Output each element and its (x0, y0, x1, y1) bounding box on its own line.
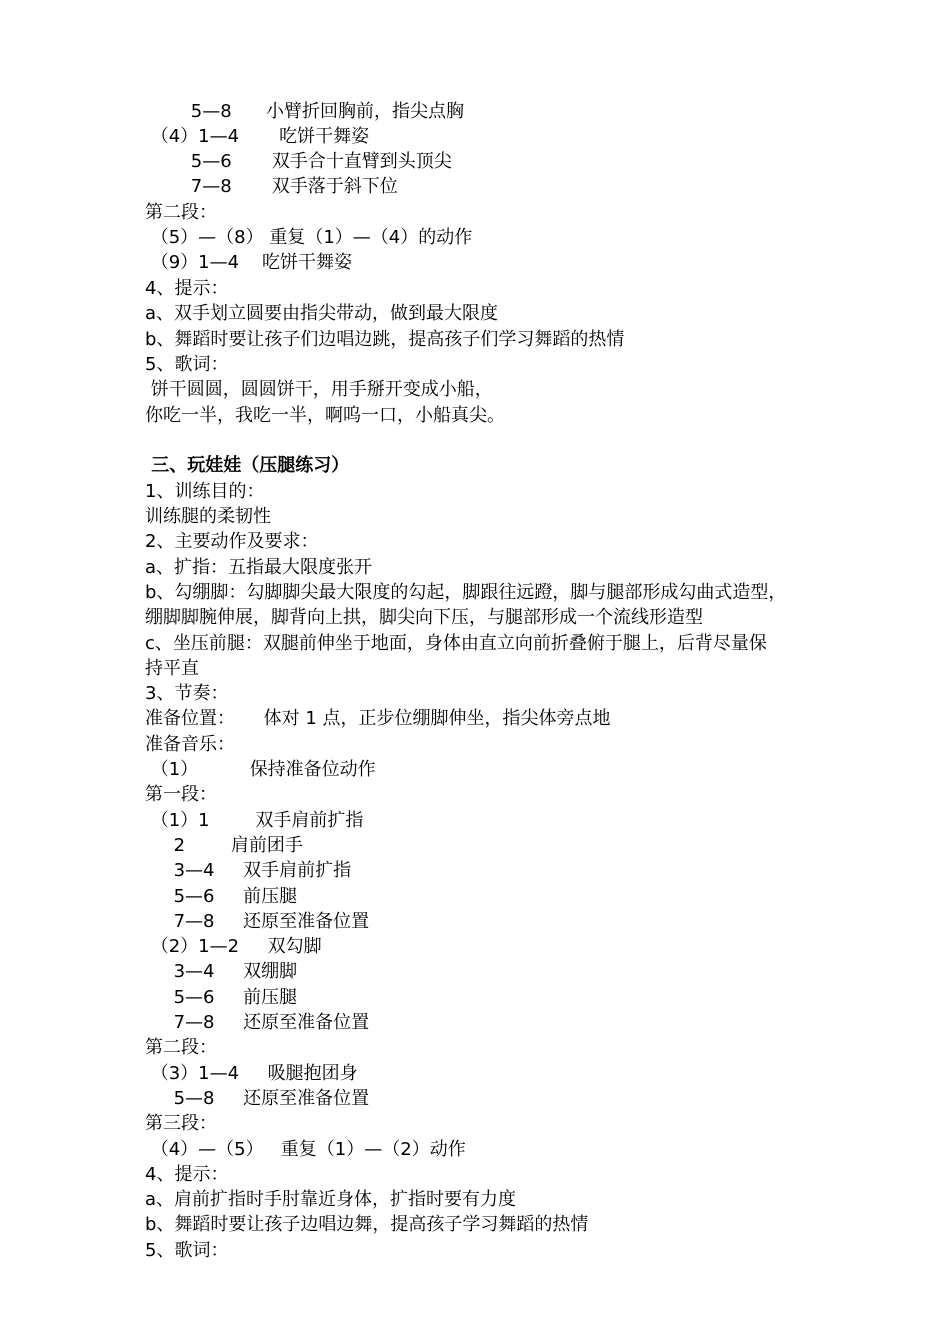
text-line: 7—8 双手落于斜下位 (145, 176, 398, 197)
text-line: 5—6 前压腿 (145, 987, 298, 1008)
text-line: 5—6 前压腿 (145, 886, 298, 907)
text-line: a、双手划立圆要由指尖带动，做到最大限度 (145, 303, 499, 324)
text-line: 准备位置： 体对 1 点，正步位绷脚伸坐，指尖体旁点地 (145, 708, 611, 729)
text-line: （3）1—4 吸腿抱团身 (145, 1063, 358, 1084)
text-line: 5—8 小臂折回胸前，指尖点胸 (145, 101, 465, 122)
text-line: （5）—（8） 重复（1）—（4）的动作 (145, 227, 473, 248)
text-line: （1） 保持准备位动作 (145, 759, 376, 780)
section-heading: 第一段： (145, 784, 217, 805)
lyrics-line: 饼干圆圆，圆圆饼干，用手掰开变成小船， (145, 379, 493, 400)
lyrics-line: 你吃一半，我吃一半，啊呜一口，小船真尖。 (145, 405, 505, 426)
section-heading: 第三段： (145, 1113, 217, 1134)
text-line: b、舞蹈时要让孩子边唱边舞，提高孩子学习舞蹈的热情 (145, 1214, 589, 1235)
text-line: a、扩指：五指最大限度张开 (145, 557, 373, 578)
subheading: 2、主要动作及要求： (145, 531, 319, 552)
text-line: 绷脚脚腕伸展，脚背向上拱，脚尖向下压，与腿部形成一个流线形造型 (145, 607, 703, 628)
text-line: 持平直 (145, 658, 199, 679)
text-line: （4）1—4 吃饼干舞姿 (145, 126, 370, 147)
text-line: 5—6 双手合十直臂到头顶尖 (145, 151, 452, 172)
chapter-title: 三、玩娃娃（压腿练习） (145, 455, 350, 476)
text-line: 5—8 还原至准备位置 (145, 1088, 370, 1109)
subheading: 3、节奏： (145, 683, 229, 704)
text-line: b、勾绷脚：勾脚脚尖最大限度的勾起，脚跟往远蹬，脚与腿部形成勾曲式造型， (145, 582, 787, 603)
text-line: 训练腿的柔韧性 (145, 506, 271, 527)
text-line: （9）1—4 吃饼干舞姿 (145, 252, 352, 273)
section-heading: 第二段： (145, 1037, 217, 1058)
text-line: 7—8 还原至准备位置 (145, 911, 370, 932)
section-heading: 第二段： (145, 202, 217, 223)
text-line: 2 肩前团手 (145, 835, 303, 856)
subheading: 5、歌词： (145, 354, 229, 375)
text-line: （1）1 双手肩前扩指 (145, 810, 364, 831)
text-line: 准备音乐： (145, 734, 235, 755)
subheading: 4、提示： (145, 278, 229, 299)
text-line: 3—4 双手肩前扩指 (145, 860, 352, 881)
subheading: 1、训练目的： (145, 481, 265, 502)
text-line: （4）—（5） 重复（1）—（2）动作 (145, 1139, 466, 1160)
text-line: 7—8 还原至准备位置 (145, 1012, 370, 1033)
subheading: 4、提示： (145, 1164, 229, 1185)
text-line: （2）1—2 双勾脚 (145, 936, 322, 957)
text-line: 3—4 双绷脚 (145, 961, 298, 982)
text-line: b、舞蹈时要让孩子们边唱边跳，提高孩子们学习舞蹈的热情 (145, 329, 625, 350)
subheading: 5、歌词： (145, 1240, 229, 1261)
text-line: c、坐压前腿：双腿前伸坐于地面，身体由直立向前折叠俯于腿上，后背尽量保 (145, 633, 767, 654)
text-line: a、肩前扩指时手肘靠近身体，扩指时要有力度 (145, 1189, 517, 1210)
